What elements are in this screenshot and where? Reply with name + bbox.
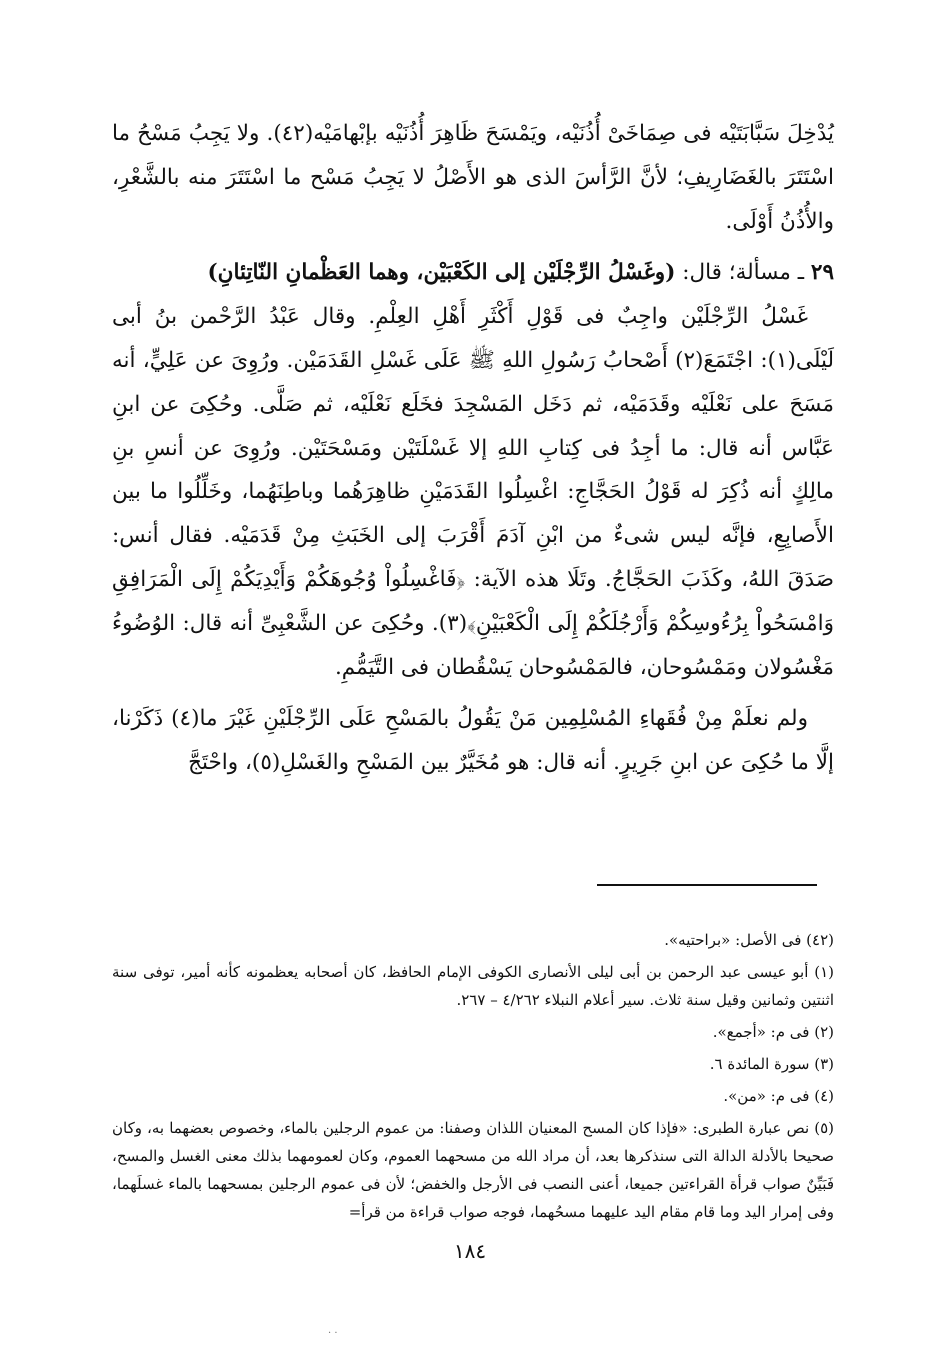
masala-heading: [112, 251, 834, 295]
footnote: (٥) نص عبارة الطبرى: «فإذا كان المسح المعنيان اللذان وصفنا: من عموم الرجلين بالماء، وخصوص بعضهما به، وكان صحيحا بالأدلة الدالة التى سنذكرها بعد، أن مراد الله من مسحهما العموم، وكان لعمومهما بذلك معنى الغسل والمسح، فَبَيِّنٌ صواب قرأة القراءتين جميعا، أعنى النصب فى الأرجل والخفض؛ لأن فى عموم الرجلين بمسحهما بالماء غسلَهما، وفى إمرار اليد وما قام مقام اليد عليهما مسحُهما، فوجه صواب قراءة من قرأ=: [112, 1119, 834, 1221]
masala-title: (وغَسْلُ الرِّجْلَيْن إلى الكَعْبَيْن، وهما العَظْمانِ النّاتِئانِ): [207, 260, 676, 286]
footnote: (٣) سورة المائدة ٦.: [709, 1055, 834, 1073]
footnote: (٢) فى م: «أجمع».: [712, 1023, 834, 1041]
main-text: [112, 112, 834, 785]
masala-number: ٢٩: [810, 260, 834, 286]
footnote: (٤٢) فى الأصل: «براحتيه».: [664, 931, 834, 949]
page-number: ١٨٤: [453, 1239, 487, 1263]
paragraph-continuation: يُدْخِلَ سَبَّابَتَيْه فى صِمَاخَىْ أُذُنَيْه، ويَمْسَحَ ظَاهِرَ أُذُنَيْه بإبْهامَيْه(٤٢). ولا يَجِبُ مَسْحُ ما اسْتَتَرَ بالغَضَارِيفِ؛ لأنَّ الرَّأسَ الذى هو الأَصْلُ لا يَجِبُ مَسْح ما اسْتَتَرَ منه بالشَّعْرِ، والأُذُنُ أَوْلَى.: [112, 121, 834, 234]
scan-speck-decoration: · ·: [328, 1328, 338, 1339]
footnotes: [112, 926, 834, 1230]
paragraph-continued: ولم نعلَمْ مِنْ فُقَهاءِ المُسْلِمِين مَنْ يَقُولُ بالمَسْحِ عَلَى الرِّجْلَيْنِ غَيْرَ ما(٤) ذَكَرْنا، إلَّا ما حُكِىَ عن ابنِ جَرِيرٍ. أنه قال: هو مُخَيَّرٌ بين المَسْحِ والغَسْلِ(٥)، واحْتَجَّ: [112, 706, 834, 776]
footnote: (٤) فى م: «من».: [723, 1087, 834, 1105]
masala-intro: ـ مسألة؛ قال:: [682, 260, 805, 286]
footnote: (١) أبو عيسى عبد الرحمن بن أبى ليلى الأنصارى الكوفى الإمام الحافظ، كان أصحابه يعظمونه كأنه أمير، توفى سنة اثنتين وثمانين وقيل سنة ثلاث. سير أعلام النبلاء ٤/٢٦٢ – ٢٦٧.: [112, 963, 834, 1009]
footnote-separator: [597, 884, 817, 886]
paragraph-commentary: غَسْلُ الرِّجْلَيْن واجِبٌ فى قَوْلِ أَكْثَرِ أَهْلِ العِلْمِ. وقال عَبْدُ الرَّحْمن بنُ أبى لَيْلَى(١): اجْتَمَعَ(٢) أَصْحابُ رَسُولِ اللهِ ﷺ عَلَى غَسْلِ القَدَمَيْن. ورُوِىَ عن عَلِيٍّ، أنه مَسَحَ على نَعْلَيْه وقَدَمَيْه، ثم دَخَل المَسْجِدَ فخَلَع نَعْلَيْه، ثم صَلَّى. وحُكِىَ عن ابنِ عَبَّاس أنه قال: ما أجِدُ فى كِتابِ اللهِ إلا غَسْلَتَيْن ومَسْحَتَيْن. ورُوِىَ عن أنسِ بنِ مالِكٍ أنه ذُكِرَ له قَوْلُ الحَجَّاجِ: اغْسِلُوا القَدَمَيْنِ ظاهِرَهُما وباطِنَهُما، وخَلِّلُوا ما بين الأَصابِعِ، فإنَّه ليس شىءٌ من ابْنِ آدَمَ أَقْرَبَ إلى الخَبَثِ مِنْ قَدَمَيْه. فقال أنس: صَدَقَ اللهُ، وكَذَبَ الحَجَّاجُ. وتَلَا هذه الآية: ﴿فَاغْسِلُواْ وُجُوهَكُمْ وَأَيْدِيَكُمْ إِلَى الْمَرَافِقِ وَامْسَحُواْ بِرُءُوسِكُمْ وَأَرْجُلَكُمْ إِلَى الْكَعْبَيْنِ﴾(٣). وحُكِىَ عن الشَّعْبِىِّ أنه قال: الوُضُوءُ مَغْسُولان ومَمْسُوحان، فالمَمْسُوحان يَسْقُطان فى التَّيَمُّمِ.: [112, 304, 834, 680]
